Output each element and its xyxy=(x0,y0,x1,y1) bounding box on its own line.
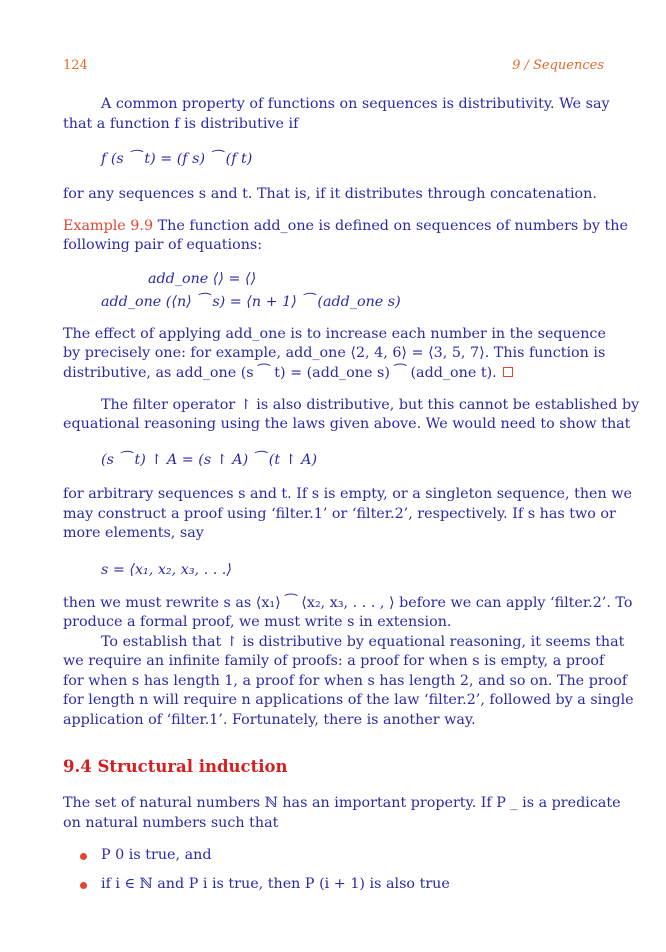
para-7-line-2: we require an infinite family of proofs: a proof for when s is empty, a proof xyxy=(63,653,605,669)
para-3-line-3-text: distributive, as add_one (s ⁀ t) = (add_one s) ⁀ (add_one t). xyxy=(63,365,497,381)
para-4-line-2: equational reasoning using the laws given above. We would need to show that xyxy=(63,416,631,432)
end-of-example-box-icon xyxy=(503,367,513,377)
para-8-line-2: on natural numbers such that xyxy=(63,815,279,831)
para-6-line-2: produce a formal proof, we must write s in extension. xyxy=(63,614,452,630)
bullet-2-text: if i ∈ ℕ and P i is true, then P (i + 1) is also true xyxy=(101,876,450,892)
example-line-1 xyxy=(63,217,628,236)
bullet-1-marker xyxy=(80,853,87,860)
section-heading: 9.4 Structural induction xyxy=(63,757,288,776)
example-line-2: following pair of equations: xyxy=(63,237,263,253)
para-7-line-1: To establish that ↾ is distributive by equational reasoning, it seems that xyxy=(101,634,625,650)
para-3-line-1: The effect of applying add_one is to increase each number in the sequence xyxy=(63,326,606,342)
equation-add-one-cons: add_one (⟨n⟩ ⁀ s) = ⟨n + 1⟩ ⁀ (add_one s) xyxy=(101,294,401,310)
para-2: for any sequences s and t. That is, if it distributes through concatenation. xyxy=(63,186,597,202)
running-header-chapter: 9 / Sequences xyxy=(512,58,604,73)
para-1-line-2: that a function f is distributive if xyxy=(63,116,299,132)
para-4-line-1: The filter operator ↾ is also distributive, but this cannot be established by xyxy=(101,397,640,413)
para-7-line-5: application of ‘filter.1’. Fortunately, there is another way. xyxy=(63,712,476,728)
bullet-1-text: P 0 is true, and xyxy=(101,847,212,863)
example-text: The function add_one is defined on sequences of numbers by the xyxy=(157,218,628,234)
equation-filter-distributive: (s ⁀ t) ↾ A = (s ↾ A) ⁀ (t ↾ A) xyxy=(101,452,318,468)
para-8-line-1: The set of natural numbers ℕ has an important property. If P _ is a predicate xyxy=(63,795,621,811)
para-6-line-1: then we must rewrite s as ⟨x₁⟩ ⁀ ⟨x₂, x₃, . . . , ⟩ before we can apply ‘filter.2’. To xyxy=(63,595,633,611)
para-5-line-2: may construct a proof using ‘filter.1’ or ‘filter.2’, respectively. If s has two or xyxy=(63,506,616,522)
para-5-line-1: for arbitrary sequences s and t. If s is empty, or a singleton sequence, then we xyxy=(63,486,632,502)
example-label: Example 9.9 xyxy=(63,218,154,234)
para-7-line-4: for length n will require n applications of the law ‘filter.2’, followed by a single xyxy=(63,692,634,708)
para-5-line-3: more elements, say xyxy=(63,525,204,541)
page-number: 124 xyxy=(63,58,88,73)
bullet-2-marker xyxy=(80,882,87,889)
para-7-line-3: for when s has length 1, a proof for when s has length 2, and so on. The proof xyxy=(63,673,628,689)
equation-sequence-extension: s = ⟨x₁, x₂, x₃, . . .⟩ xyxy=(101,562,232,578)
para-3-line-2: by precisely one: for example, add_one ⟨2, 4, 6⟩ = ⟨3, 5, 7⟩. This function is xyxy=(63,345,606,361)
equation-add-one-empty: add_one ⟨⟩ = ⟨⟩ xyxy=(148,271,257,287)
para-3-line-3 xyxy=(63,364,604,383)
equation-distributive: f (s ⁀ t) = (f s) ⁀ (f t) xyxy=(101,151,253,167)
para-1-line-1: A common property of functions on sequences is distributivity. We say xyxy=(101,96,610,112)
